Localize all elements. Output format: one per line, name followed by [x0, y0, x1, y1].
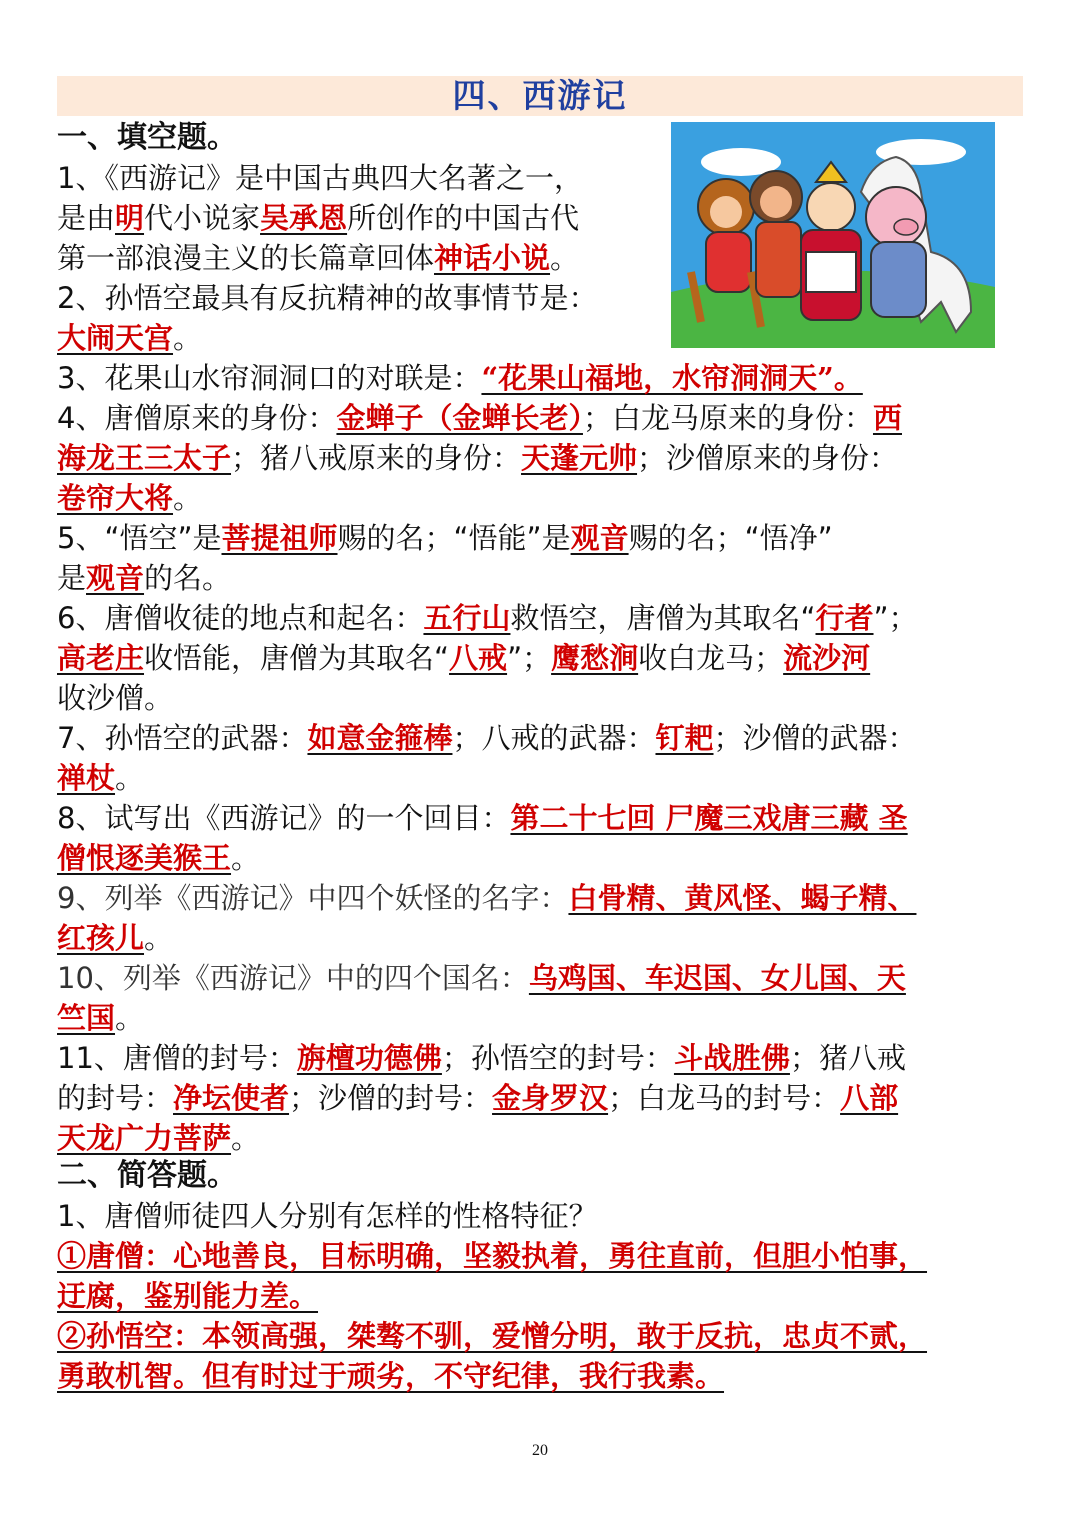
answer-monk-traits: 迂腐，鉴别能力差。 [57, 1279, 319, 1313]
q1-text: 代小说家 [144, 201, 261, 235]
q1-line3 [57, 238, 657, 278]
answer-title: 金身罗汉 [492, 1081, 609, 1115]
answer-pigsy-identity: 天蓬元帅 [521, 441, 638, 475]
answer-author: 吴承恩 [260, 201, 348, 235]
sq1-answer-line4 [57, 1356, 1032, 1396]
section-fill-blank-heading: 一、填空题。 [57, 120, 237, 155]
q9-line1 [57, 878, 1032, 918]
q9-line2 [57, 918, 1032, 958]
q6-text: 救悟空，唐僧为其取名“ [510, 601, 816, 635]
q5-text: 赐的名；“悟能”是 [337, 521, 571, 555]
q6-text: 收悟能，唐僧为其取名“ [144, 641, 450, 675]
q6-text: 收白龙马； [638, 641, 784, 675]
page-number: 20 [532, 1442, 548, 1459]
answer-monk-identity: 金蝉子（金蝉长老） [336, 401, 583, 435]
q1-text: 第一部浪漫主义的长篇章回体 [57, 241, 435, 275]
q1-text: 。 [550, 241, 580, 275]
q4-text: ；白龙马原来的身份： [582, 401, 873, 435]
answer-weapon: 禅杖 [57, 761, 116, 795]
q11-text: 的封号： [57, 1081, 174, 1115]
q4-line1 [57, 398, 1032, 438]
q4-text: ；沙僧原来的身份： [637, 441, 899, 475]
q11-text: ；沙僧的封号： [289, 1081, 493, 1115]
q7-line2 [57, 758, 1032, 798]
q11-text: 11、唐僧的封号： [57, 1041, 297, 1075]
answer-horse-identity: 海龙王三太子 [57, 441, 232, 475]
answer-weapon: 钉耙 [655, 721, 714, 755]
q2-line1: 2、孙悟空最具有反抗精神的故事情节是： [57, 281, 598, 315]
q6-text: 6、唐僧收徒的地点和起名： [57, 601, 424, 635]
title-bar [57, 76, 1023, 116]
q2-end: 。 [173, 321, 203, 355]
q5-text: 赐的名；“悟净” [628, 521, 833, 555]
answer-wujing-namer: 观音 [86, 561, 145, 595]
q6-line1 [57, 598, 1032, 638]
q4-text: 4、唐僧原来的身份： [57, 401, 337, 435]
q6-line2 [57, 638, 1032, 678]
q10-text: 10、列举《西游记》中的四个国名： [57, 961, 529, 995]
answer-couplet: “花果山福地，水帘洞洞天”。 [481, 361, 863, 395]
sq1-question: 1、唐僧师徒四人分别有怎样的性格特征？ [57, 1199, 598, 1233]
q5-text: 的名。 [144, 561, 232, 595]
answer-title: 天龙广力菩萨 [57, 1121, 232, 1155]
q5-text: 5、“悟空”是 [57, 521, 222, 555]
q7-line1 [57, 718, 1032, 758]
sq1-answer-line3 [57, 1316, 1032, 1356]
q11-text: ；猪八戒 [789, 1041, 906, 1075]
q7-text: 7、孙悟空的武器： [57, 721, 308, 755]
answer-monk-traits: ①唐僧：心地善良，目标明确，坚毅执着，勇往直前，但胆小怕事， [57, 1239, 928, 1273]
answer-chapter: 僧恨逐美猴王 [57, 841, 232, 875]
q11-line2 [57, 1078, 1032, 1118]
answer-wukong-namer: 菩提祖师 [221, 521, 338, 555]
answer-title: 旃檀功德佛 [296, 1041, 442, 1075]
answer-kingdoms: 竺国 [57, 1001, 116, 1035]
answer-place: 流沙河 [783, 641, 871, 675]
q6-text: ”； [507, 641, 552, 675]
q10-line2 [57, 998, 1032, 1038]
answer-wukong-traits: ②孙悟空：本领高强，桀骜不驯，爱憎分明，敢于反抗，忠贞不贰， [57, 1319, 928, 1353]
q9-text: 9、列举《西游记》中四个妖怪的名字： [57, 881, 569, 915]
q11-line1 [57, 1038, 1032, 1078]
answer-place: 五行山 [423, 601, 511, 635]
q11-line3 [57, 1118, 1032, 1158]
q4-line2 [57, 438, 1032, 478]
q1-text: 所创作的中国古代 [347, 201, 580, 235]
answer-weapon: 如意金箍棒 [307, 721, 453, 755]
journey-to-the-west-illustration [671, 122, 995, 348]
answer-demons: 红孩儿 [57, 921, 145, 955]
answer-dynasty: 明 [115, 201, 145, 235]
answer-title: 八部 [840, 1081, 899, 1115]
q1-text: 是由 [57, 201, 116, 235]
q11-text: ；孙悟空的封号： [441, 1041, 674, 1075]
answer-wuneng-namer: 观音 [570, 521, 629, 555]
q5-line2 [57, 558, 1032, 598]
q5-line1 [57, 518, 1032, 558]
q4-text: ；猪八戒原来的身份： [231, 441, 522, 475]
answer-title: 净坛使者 [173, 1081, 290, 1115]
q4-end: 。 [173, 481, 203, 515]
q11-text: ；白龙马的封号： [608, 1081, 841, 1115]
sq1-answer-line1 [57, 1236, 1032, 1276]
q8-text: 8、试写出《西游记》的一个回目： [57, 801, 511, 835]
q8-end: 。 [231, 841, 261, 875]
q2-line2 [57, 318, 657, 358]
answer-demons: 白骨精、黄风怪、蝎子精、 [568, 881, 917, 915]
q7-end: 。 [115, 761, 145, 795]
answer-genre: 神话小说 [434, 241, 551, 275]
answer-chapter: 第二十七回 尸魔三戏唐三藏 圣 [510, 801, 908, 835]
answer-place: 鹰愁涧 [551, 641, 639, 675]
answer-kingdoms: 乌鸡国、车迟国、女儿国、天 [528, 961, 906, 995]
q3-line [57, 358, 1032, 398]
q10-end: 。 [115, 1001, 145, 1035]
q8-line2 [57, 838, 1032, 878]
q4-line3 [57, 478, 1032, 518]
answer-horse-identity: 西 [872, 401, 902, 435]
q6-line3: 收沙僧。 [57, 681, 174, 715]
section-short-answer-heading: 二、简答题。 [57, 1158, 237, 1193]
q5-text: 是 [57, 561, 87, 595]
q7-text: ；八戒的武器： [452, 721, 656, 755]
q7-text: ；沙僧的武器： [713, 721, 917, 755]
q1-line1: 1、《西游记》是中国古典四大名著之一， [57, 161, 583, 195]
answer-name: 行者 [815, 601, 874, 635]
q9-end: 。 [144, 921, 174, 955]
answer-place: 高老庄 [57, 641, 145, 675]
page-title: 四、西游记 [452, 76, 628, 115]
answer-title: 斗战胜佛 [673, 1041, 790, 1075]
sq1-answer-line2 [57, 1276, 1032, 1316]
q6-text: ”； [873, 601, 918, 635]
q10-line1 [57, 958, 1032, 998]
q3-text: 3、花果山水帘洞洞口的对联是： [57, 361, 482, 395]
answer-wukong-traits: 勇敢机智。但有时过于顽劣，不守纪律，我行我素。 [57, 1359, 725, 1393]
q11-end: 。 [231, 1121, 261, 1155]
q8-line1 [57, 798, 1032, 838]
answer-story: 大闹天宫 [57, 321, 174, 355]
q1-line2 [57, 198, 657, 238]
answer-sandy-identity: 卷帘大将 [57, 481, 174, 515]
answer-name: 八戒 [449, 641, 508, 675]
